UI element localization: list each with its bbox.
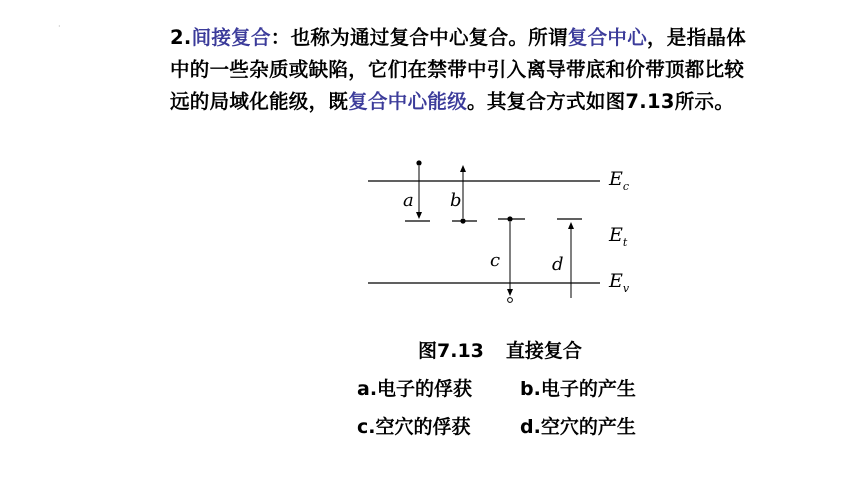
paragraph-text-1: ：也称为通过复合中心复合。所谓 (270, 26, 568, 49)
legend-c: c.空穴的俘获 (357, 416, 471, 438)
legend-d: d.空穴的产生 (520, 416, 636, 438)
label-ev: $E_v$ (609, 270, 630, 295)
electron-dot-c (507, 216, 512, 221)
figure-title: 直接复合 (505, 340, 582, 362)
section-number: 2. (170, 26, 192, 49)
paragraph-text-2: ，是指晶体中的一些杂质或缺陷，它们在禁带中引入离导带底和价带顶都比较远的局域化能级，既 (170, 26, 747, 113)
label-b: b (450, 190, 462, 211)
label-d: d (552, 254, 564, 275)
figure-number: 图7.13 (418, 340, 484, 362)
label-c: c (490, 250, 501, 271)
label-et: $E_t$ (609, 224, 628, 249)
stray-dot: · (58, 22, 61, 31)
label-a: a (403, 190, 414, 211)
term-indirect-recombination: 间接复合 (191, 26, 271, 49)
legend-b: b.电子的产生 (520, 378, 636, 400)
paragraph-text-3: 。其复合方式如图7.13所示。 (467, 90, 735, 113)
figure-caption (418, 336, 582, 363)
legend-a: a.电子的俘获 (357, 378, 473, 400)
label-ec: $E_c$ (609, 168, 630, 193)
electron-dot-b (460, 218, 465, 223)
hole-circle-c (508, 298, 513, 303)
term-recombination-center: 复合中心 (567, 26, 647, 49)
term-center-level: 复合中心能级 (348, 90, 468, 113)
electron-dot-a (416, 160, 421, 165)
